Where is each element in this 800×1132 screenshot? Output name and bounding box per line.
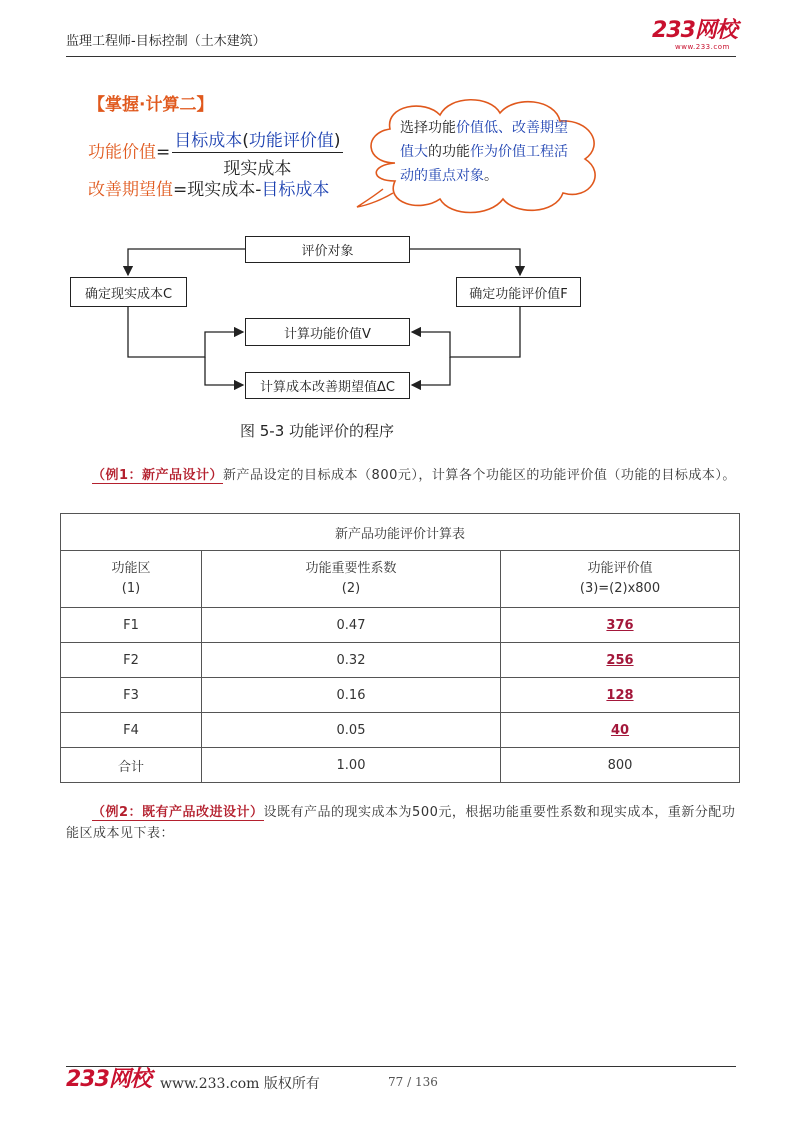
flow-box-label: 确定功能评价值F (469, 286, 568, 302)
footer-site: www.233.com 版权所有 (160, 1076, 320, 1092)
equals-sign-2: = (173, 180, 188, 200)
brand-logo: 233网校 (652, 18, 737, 43)
value-answer: 376 (606, 617, 634, 633)
formula2-target-cost: 目标成本 (261, 180, 330, 200)
flow-box-label: 计算功能价值V (284, 326, 371, 342)
footer-divider (66, 1066, 736, 1067)
flow-box-eval-object (245, 236, 410, 263)
header-line1: 功能重要性系数 (305, 561, 397, 576)
cell-value (501, 713, 740, 748)
example1-tag: （例1：新产品设计） (92, 468, 224, 483)
flow-box-real-cost (70, 277, 187, 307)
cell-value (501, 678, 740, 713)
page-number: 77 / 136 (388, 1075, 438, 1089)
example2-paragraph (66, 802, 746, 844)
header-line2: (3)=(2)x800 (579, 581, 661, 596)
flow-box-calc-improve (245, 372, 410, 399)
value-answer: 40 (610, 722, 630, 738)
table-row (61, 713, 740, 748)
fraction-denominator: 现实成本 (223, 159, 292, 179)
cell-coef: 1.00 (202, 748, 501, 783)
cloud-text-highlight2: 作为价值工程活动的重点对象 (400, 144, 568, 184)
numerator-target-cost: 目标成本 (174, 131, 243, 151)
header-line2: (2) (341, 581, 361, 596)
cloud-text-part1: 选择功能 (400, 120, 456, 136)
footer-logo: 233网校 (66, 1067, 151, 1092)
numerator-paren-close: ) (333, 131, 341, 151)
value-answer: 128 (606, 687, 634, 703)
cloud-text-part3: 。 (484, 168, 498, 184)
cloud-text-highlight1: 价值低、改善期望值大 (400, 120, 568, 160)
section-title: 【掌握·计算二】 (88, 95, 214, 115)
table-caption: 新产品功能评价计算表 (61, 514, 740, 551)
cell-coef: 0.05 (202, 713, 501, 748)
cell-area: F1 (61, 608, 202, 643)
cell-area: 合计 (61, 748, 202, 783)
cell-coef: 0.32 (202, 643, 501, 678)
example2-tag: （例2：既有产品改进设计） (92, 805, 264, 820)
flow-box-label: 评价对象 (301, 244, 354, 259)
cell-coef: 0.47 (202, 608, 501, 643)
header-cell (202, 551, 501, 608)
equals-sign: = (156, 142, 171, 163)
example2-text: 设既有产品的现实成本为500元，根据功能重要性系数和现实成本，重新分配功能区成本见下表： (66, 805, 736, 841)
cloud-text-part2: 的功能 (428, 144, 470, 160)
numerator-func-eval: 功能评价值 (248, 131, 334, 151)
document-title: 监理工程师-目标控制（土木建筑） (66, 34, 266, 49)
formula-lhs: 功能价值 (88, 142, 156, 163)
brand-url: www.233.com (675, 43, 730, 51)
table-row (61, 678, 740, 713)
cell-value: 800 (501, 748, 740, 783)
example1-paragraph (66, 465, 746, 486)
header-line2: (1) (121, 581, 141, 596)
header-line1: 功能评价值 (587, 561, 653, 576)
flow-box-func-eval (456, 277, 581, 307)
flow-connectors (0, 0, 800, 420)
cell-value (501, 608, 740, 643)
flow-box-label: 计算成本改善期望值ΔC (260, 380, 395, 395)
header-line1: 功能区 (111, 561, 151, 576)
formula2-real-cost: 现实成本- (187, 180, 262, 200)
value-answer: 256 (606, 652, 634, 668)
cell-area: F4 (61, 713, 202, 748)
example1-text: 新产品设定的目标成本（800元），计算各个功能区的功能评价值（功能的目标成本）。 (223, 468, 736, 483)
table-total-row (61, 748, 740, 783)
cell-value (501, 643, 740, 678)
cell-area: F2 (61, 643, 202, 678)
formula2-lhs: 改善期望值 (88, 180, 173, 200)
numerator-paren-open: ( (242, 131, 249, 151)
flow-box-calc-value (245, 318, 410, 346)
table-row (61, 643, 740, 678)
table-header-row (61, 551, 740, 608)
cell-coef: 0.16 (202, 678, 501, 713)
table-row (61, 608, 740, 643)
header-cell (61, 551, 202, 608)
flow-box-label: 确定现实成本C (84, 286, 173, 302)
figure-caption: 图 5-3 功能评价的程序 (240, 422, 395, 440)
cell-area: F3 (61, 678, 202, 713)
function-eval-table (60, 513, 740, 783)
header-cell (501, 551, 740, 608)
